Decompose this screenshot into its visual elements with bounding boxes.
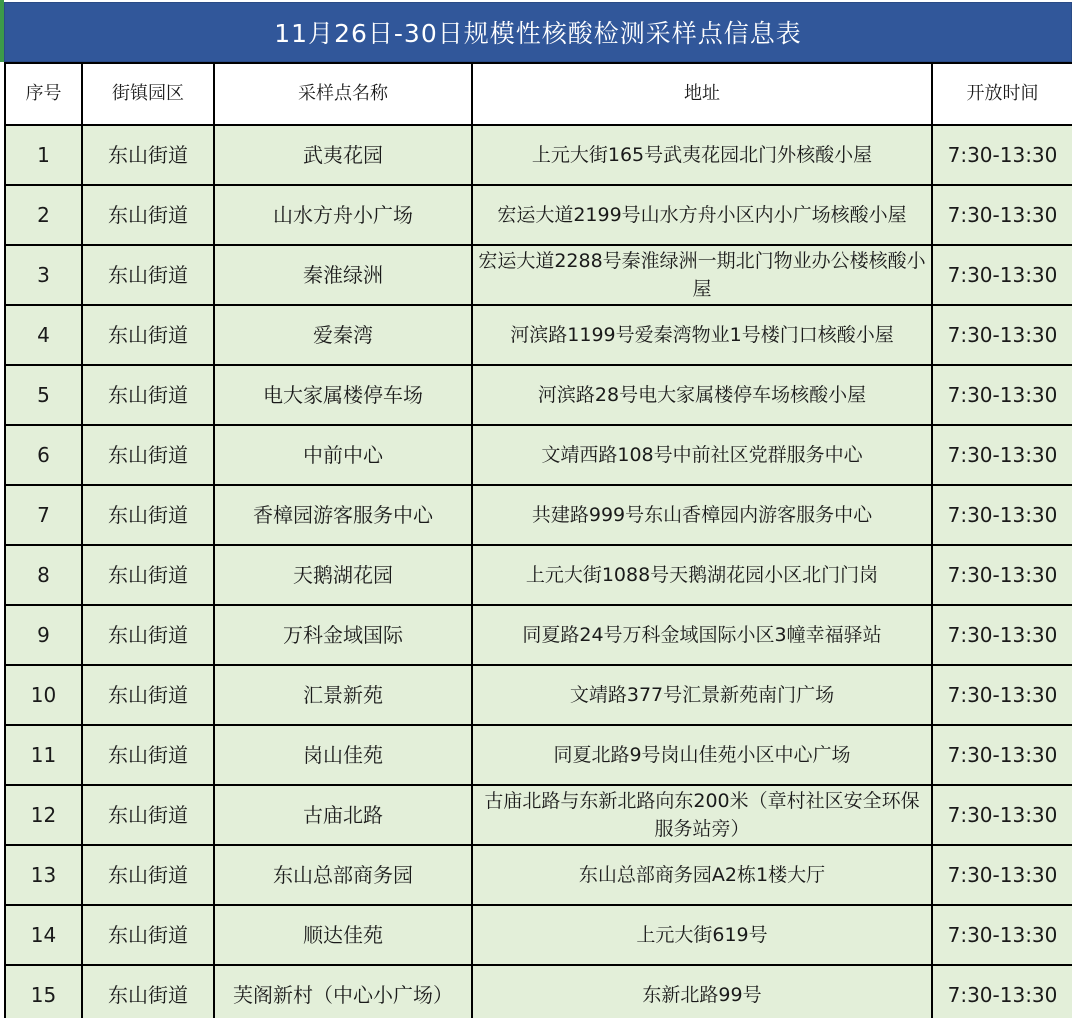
cell-no[interactable]: 13 [5,845,82,905]
cell-district[interactable]: 东山街道 [82,485,214,545]
cell-no[interactable]: 7 [5,485,82,545]
table-row [5,485,1073,545]
cell-no[interactable]: 5 [5,365,82,425]
cell-district[interactable]: 东山街道 [82,185,214,245]
column-header-address[interactable]: 地址 [472,63,932,125]
table-row [5,605,1073,665]
cell-hours[interactable]: 7:30-13:30 [932,545,1073,605]
cell-district[interactable]: 东山街道 [82,725,214,785]
table-row [5,845,1073,905]
cell-site[interactable]: 万科金域国际 [214,605,472,665]
cell-address[interactable]: 河滨路1199号爱秦湾物业1号楼门口核酸小屋 [472,305,932,365]
table-row [5,365,1073,425]
cell-district[interactable]: 东山街道 [82,305,214,365]
cell-hours[interactable]: 7:30-13:30 [932,245,1073,305]
table-row [5,965,1073,1018]
cell-district[interactable]: 东山街道 [82,245,214,305]
cell-district[interactable]: 东山街道 [82,545,214,605]
cell-no[interactable]: 14 [5,905,82,965]
cell-address[interactable]: 上元大街1088号天鹅湖花园小区北门门岗 [472,545,932,605]
cell-hours[interactable]: 7:30-13:30 [932,365,1073,425]
cell-address[interactable]: 河滨路28号电大家属楼停车场核酸小屋 [472,365,932,425]
table-row [5,425,1073,485]
table-row [5,125,1073,185]
cell-hours[interactable]: 7:30-13:30 [932,125,1073,185]
table-row [5,785,1073,845]
cell-district[interactable]: 东山街道 [82,785,214,845]
cell-site[interactable]: 芙阁新村（中心小广场） [214,965,472,1018]
cell-address[interactable]: 上元大街619号 [472,905,932,965]
cell-hours[interactable]: 7:30-13:30 [932,305,1073,365]
cell-hours[interactable]: 7:30-13:30 [932,785,1073,845]
cell-no[interactable]: 3 [5,245,82,305]
cell-no[interactable]: 15 [5,965,82,1018]
cell-hours[interactable]: 7:30-13:30 [932,845,1073,905]
column-header-hours[interactable]: 开放时间 [932,63,1073,125]
cell-no[interactable]: 10 [5,665,82,725]
table-row [5,905,1073,965]
cell-site[interactable]: 古庙北路 [214,785,472,845]
cell-address[interactable]: 文靖路377号汇景新苑南门广场 [472,665,932,725]
cell-address[interactable]: 宏运大道2199号山水方舟小区内小广场核酸小屋 [472,185,932,245]
table-row [5,245,1073,305]
cell-address[interactable]: 东新北路99号 [472,965,932,1018]
cell-site[interactable]: 天鹅湖花园 [214,545,472,605]
cell-no[interactable]: 2 [5,185,82,245]
cell-no[interactable]: 8 [5,545,82,605]
cell-hours[interactable]: 7:30-13:30 [932,605,1073,665]
cell-district[interactable]: 东山街道 [82,605,214,665]
cell-district[interactable]: 东山街道 [82,665,214,725]
cell-address[interactable]: 宏运大道2288号秦淮绿洲一期北门物业办公楼核酸小屋 [472,245,932,305]
cell-site[interactable]: 爱秦湾 [214,305,472,365]
table-row [5,725,1073,785]
cell-no[interactable]: 11 [5,725,82,785]
cell-address[interactable]: 古庙北路与东新北路向东200米（章村社区安全环保服务站旁） [472,785,932,845]
column-header-no[interactable]: 序号 [5,63,82,125]
cell-hours[interactable]: 7:30-13:30 [932,425,1073,485]
cell-site[interactable]: 中前中心 [214,425,472,485]
cell-address[interactable]: 上元大街165号武夷花园北门外核酸小屋 [472,125,932,185]
cell-district[interactable]: 东山街道 [82,365,214,425]
cell-hours[interactable]: 7:30-13:30 [932,665,1073,725]
table-row [5,545,1073,605]
table-row [5,185,1073,245]
cell-district[interactable]: 东山街道 [82,905,214,965]
column-header-district[interactable]: 街镇园区 [82,63,214,125]
cell-address[interactable]: 共建路999号东山香樟园内游客服务中心 [472,485,932,545]
table-row [5,305,1073,365]
cell-site[interactable]: 电大家属楼停车场 [214,365,472,425]
column-header-site[interactable]: 采样点名称 [214,63,472,125]
table-title: 11月26日-30日规模性核酸检测采样点信息表 [4,2,1072,62]
cell-site[interactable]: 武夷花园 [214,125,472,185]
cell-no[interactable]: 12 [5,785,82,845]
cell-hours[interactable]: 7:30-13:30 [932,965,1073,1018]
cell-hours[interactable]: 7:30-13:30 [932,725,1073,785]
cell-no[interactable]: 9 [5,605,82,665]
cell-no[interactable]: 1 [5,125,82,185]
cell-site[interactable]: 顺达佳苑 [214,905,472,965]
cell-district[interactable]: 东山街道 [82,965,214,1018]
cell-no[interactable]: 4 [5,305,82,365]
cell-site[interactable]: 汇景新苑 [214,665,472,725]
cell-hours[interactable]: 7:30-13:30 [932,905,1073,965]
sampling-sites-table [4,62,1074,1018]
cell-site[interactable]: 秦淮绿洲 [214,245,472,305]
cell-address[interactable]: 东山总部商务园A2栋1楼大厅 [472,845,932,905]
cell-site[interactable]: 山水方舟小广场 [214,185,472,245]
cell-site[interactable]: 香樟园游客服务中心 [214,485,472,545]
cell-district[interactable]: 东山街道 [82,425,214,485]
cell-address[interactable]: 文靖西路108号中前社区党群服务中心 [472,425,932,485]
cell-no[interactable]: 6 [5,425,82,485]
cell-hours[interactable]: 7:30-13:30 [932,185,1073,245]
table-header-row [5,63,1073,125]
cell-district[interactable]: 东山街道 [82,125,214,185]
cell-address[interactable]: 同夏北路9号岗山佳苑小区中心广场 [472,725,932,785]
cell-site[interactable]: 东山总部商务园 [214,845,472,905]
sheet-right-edge [1072,0,1080,1018]
table-row [5,665,1073,725]
cell-site[interactable]: 岗山佳苑 [214,725,472,785]
cell-district[interactable]: 东山街道 [82,845,214,905]
cell-address[interactable]: 同夏路24号万科金域国际小区3幢幸福驿站 [472,605,932,665]
cell-hours[interactable]: 7:30-13:30 [932,485,1073,545]
